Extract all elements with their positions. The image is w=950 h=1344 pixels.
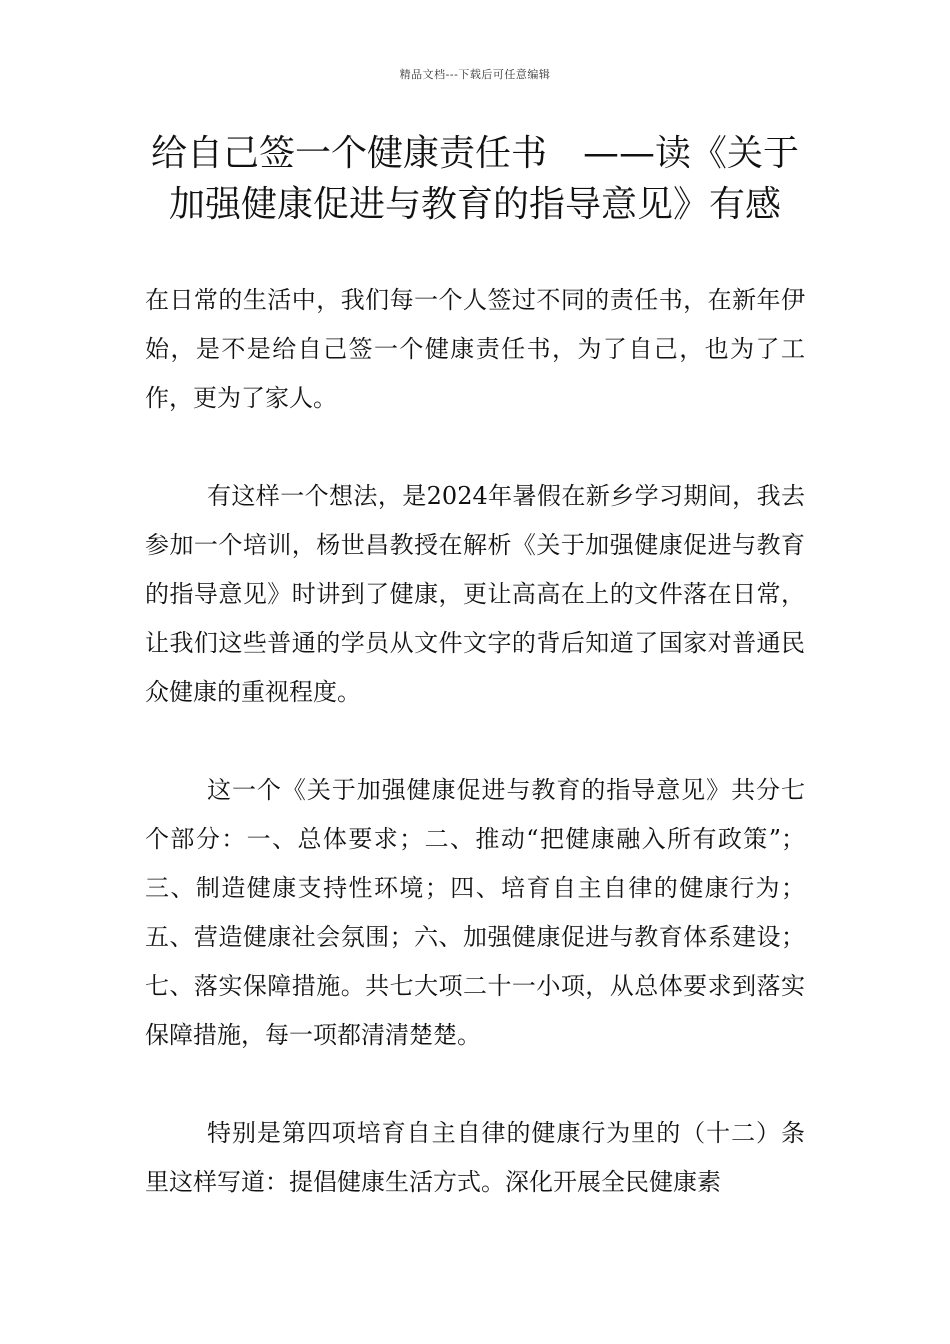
- header-note: 精品文档---下载后可任意编辑: [399, 68, 551, 81]
- paragraph-intro: 在日常的生活中，我们每一个人签过不同的责任书，在新年伊始，是不是给自己签一个健康责任书，为了自己，也为了工作，更为了家人。: [145, 286, 805, 412]
- document-title: 给自己签一个健康责任书 ——读《关于加强健康促进与教育的指导意见》有感: [150, 133, 799, 225]
- paragraph-structure: 这一个《关于加强健康促进与教育的指导意见》共分七个部分：一、总体要求；二、推动“把健康融入所有政策”；三、制造健康支持性环境；四、培育自主自律的健康行为；五、营造健康社会氛围；六、加强健康促进与教育体系建设；七、落实保障措施。共七大项二十一小项，从总体要求到落实保障措施，每一项都清清楚楚。: [145, 776, 805, 1049]
- paragraph-section-four: 特别是第四项培育自主自律的健康行为里的（十二）条里这样写道：提倡健康生活方式。深化开展全民健康素: [145, 1119, 805, 1196]
- paragraph-origin: 有这样一个想法，是2024年暑假在新乡学习期间，我去参加一个培训，杨世昌教授在解析《关于加强健康促进与教育的指导意见》时讲到了健康，更让高高在上的文件落在日常，让我们这些普通的学员从文件文字的背后知道了国家对普通民众健康的重视程度。: [145, 482, 805, 706]
- document-body: [145, 276, 805, 1256]
